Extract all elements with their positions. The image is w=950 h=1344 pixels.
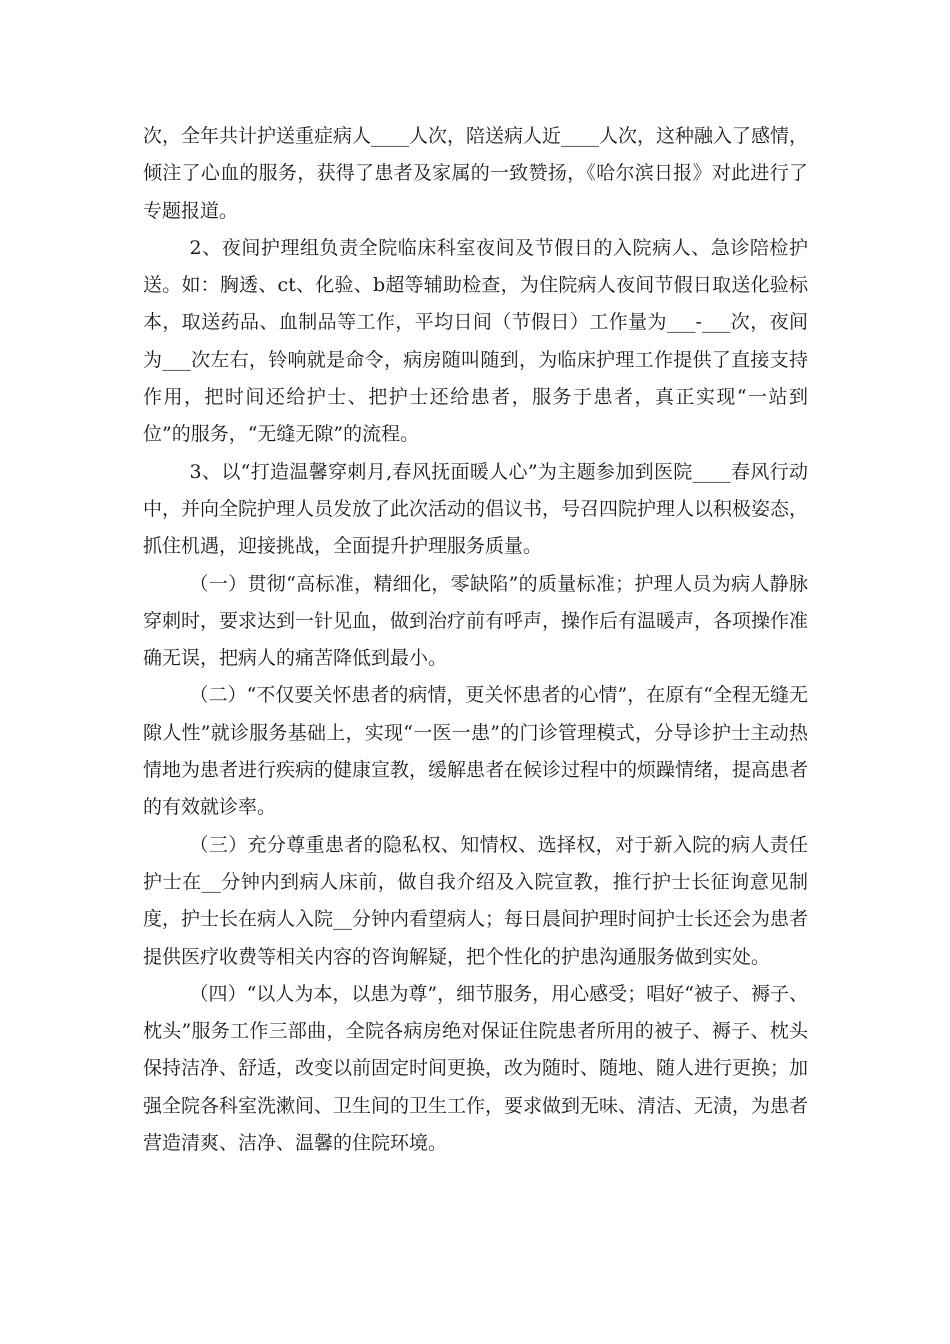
paragraph-item-1: （一）贯彻“高标准，精细化，零缺陷”的质量标准；护理人员为病人静脉穿刺时，要求达到一针见血，做到治疗前有呼声，操作后有温暖声，各项操作准确无误，把病人的痛苦降低到最小。 [143, 572, 809, 670]
paragraph-item-4: （四）“以人为本，以患为尊”，细节服务，用心感受；唱好“被子、褥子、枕头”服务工作三部曲，全院各病房绝对保证住院患者所用的被子、褥子、枕头保持洁净、舒适，改变以前固定时间更换，改为随时、随地、随人进行更换；加强全院各科室洗漱间、卫生间的卫生工作，要求做到无味、清洁、无渍，为患者营造清爽、洁净、温馨的住院环境。 [143, 982, 809, 1155]
paragraph-continuation: 次，全年共计护送重症病人____人次，陪送病人近____人次，这种融入了感情，倾注了心血的服务，获得了患者及家属的一致赞扬，《哈尔滨日报》对此进行了专题报道。 [143, 125, 809, 222]
paragraph-item-3: （三）充分尊重患者的隐私权、知情权、选择权，对于新入院的病人责任护士在__分钟内到病人床前，做自我介绍及入院宣教，推行护士长征询意见制度，护士长在病人入院__分钟内看望病人；每日晨间护理时间护士长还会为患者提供医疗收费等相关内容的咨询解疑，把个性化的护患沟通服务做到实处。 [143, 833, 809, 968]
document-body [143, 118, 808, 1162]
paragraph-spring-campaign: 3、以“打造温馨穿刺月,春风抚面暖人心”为主题参加到医院____春风行动中，并向全院护理人员发放了此次活动的倡议书，号召四院护理人以积极姿态，抓住机遇，迎接挑战，全面提升护理服务质量。 [143, 460, 809, 558]
paragraph-item-2: （二）“不仅要关怀患者的病情，更关怀患者的心情”，在原有“全程无缝无隙人性”就诊服务基础上，实现“一医一患”的门诊管理模式，分导诊护士主动热情地为患者进行疾病的健康宣教，缓解患者在候诊过程中的烦躁情绪，提高患者的有效就诊率。 [143, 684, 809, 819]
paragraph-night-nursing: 2、夜间护理组负责全院临床科室夜间及节假日的入院病人、急诊陪检护送。如：胸透、ct、化验、b超等辅助检查，为住院病人夜间节假日取送化验标本，取送药品、血制品等工作，平均日间（节假日）工作量为___-___次，夜间为___次左右，铃响就是命令，病房随叫随到，为临床护理工作提供了直接支持作用，把时间还给护士、把护士还给患者，服务于患者，真正实现“一站到位”的服务，“无缝无隙”的流程。 [143, 236, 808, 446]
